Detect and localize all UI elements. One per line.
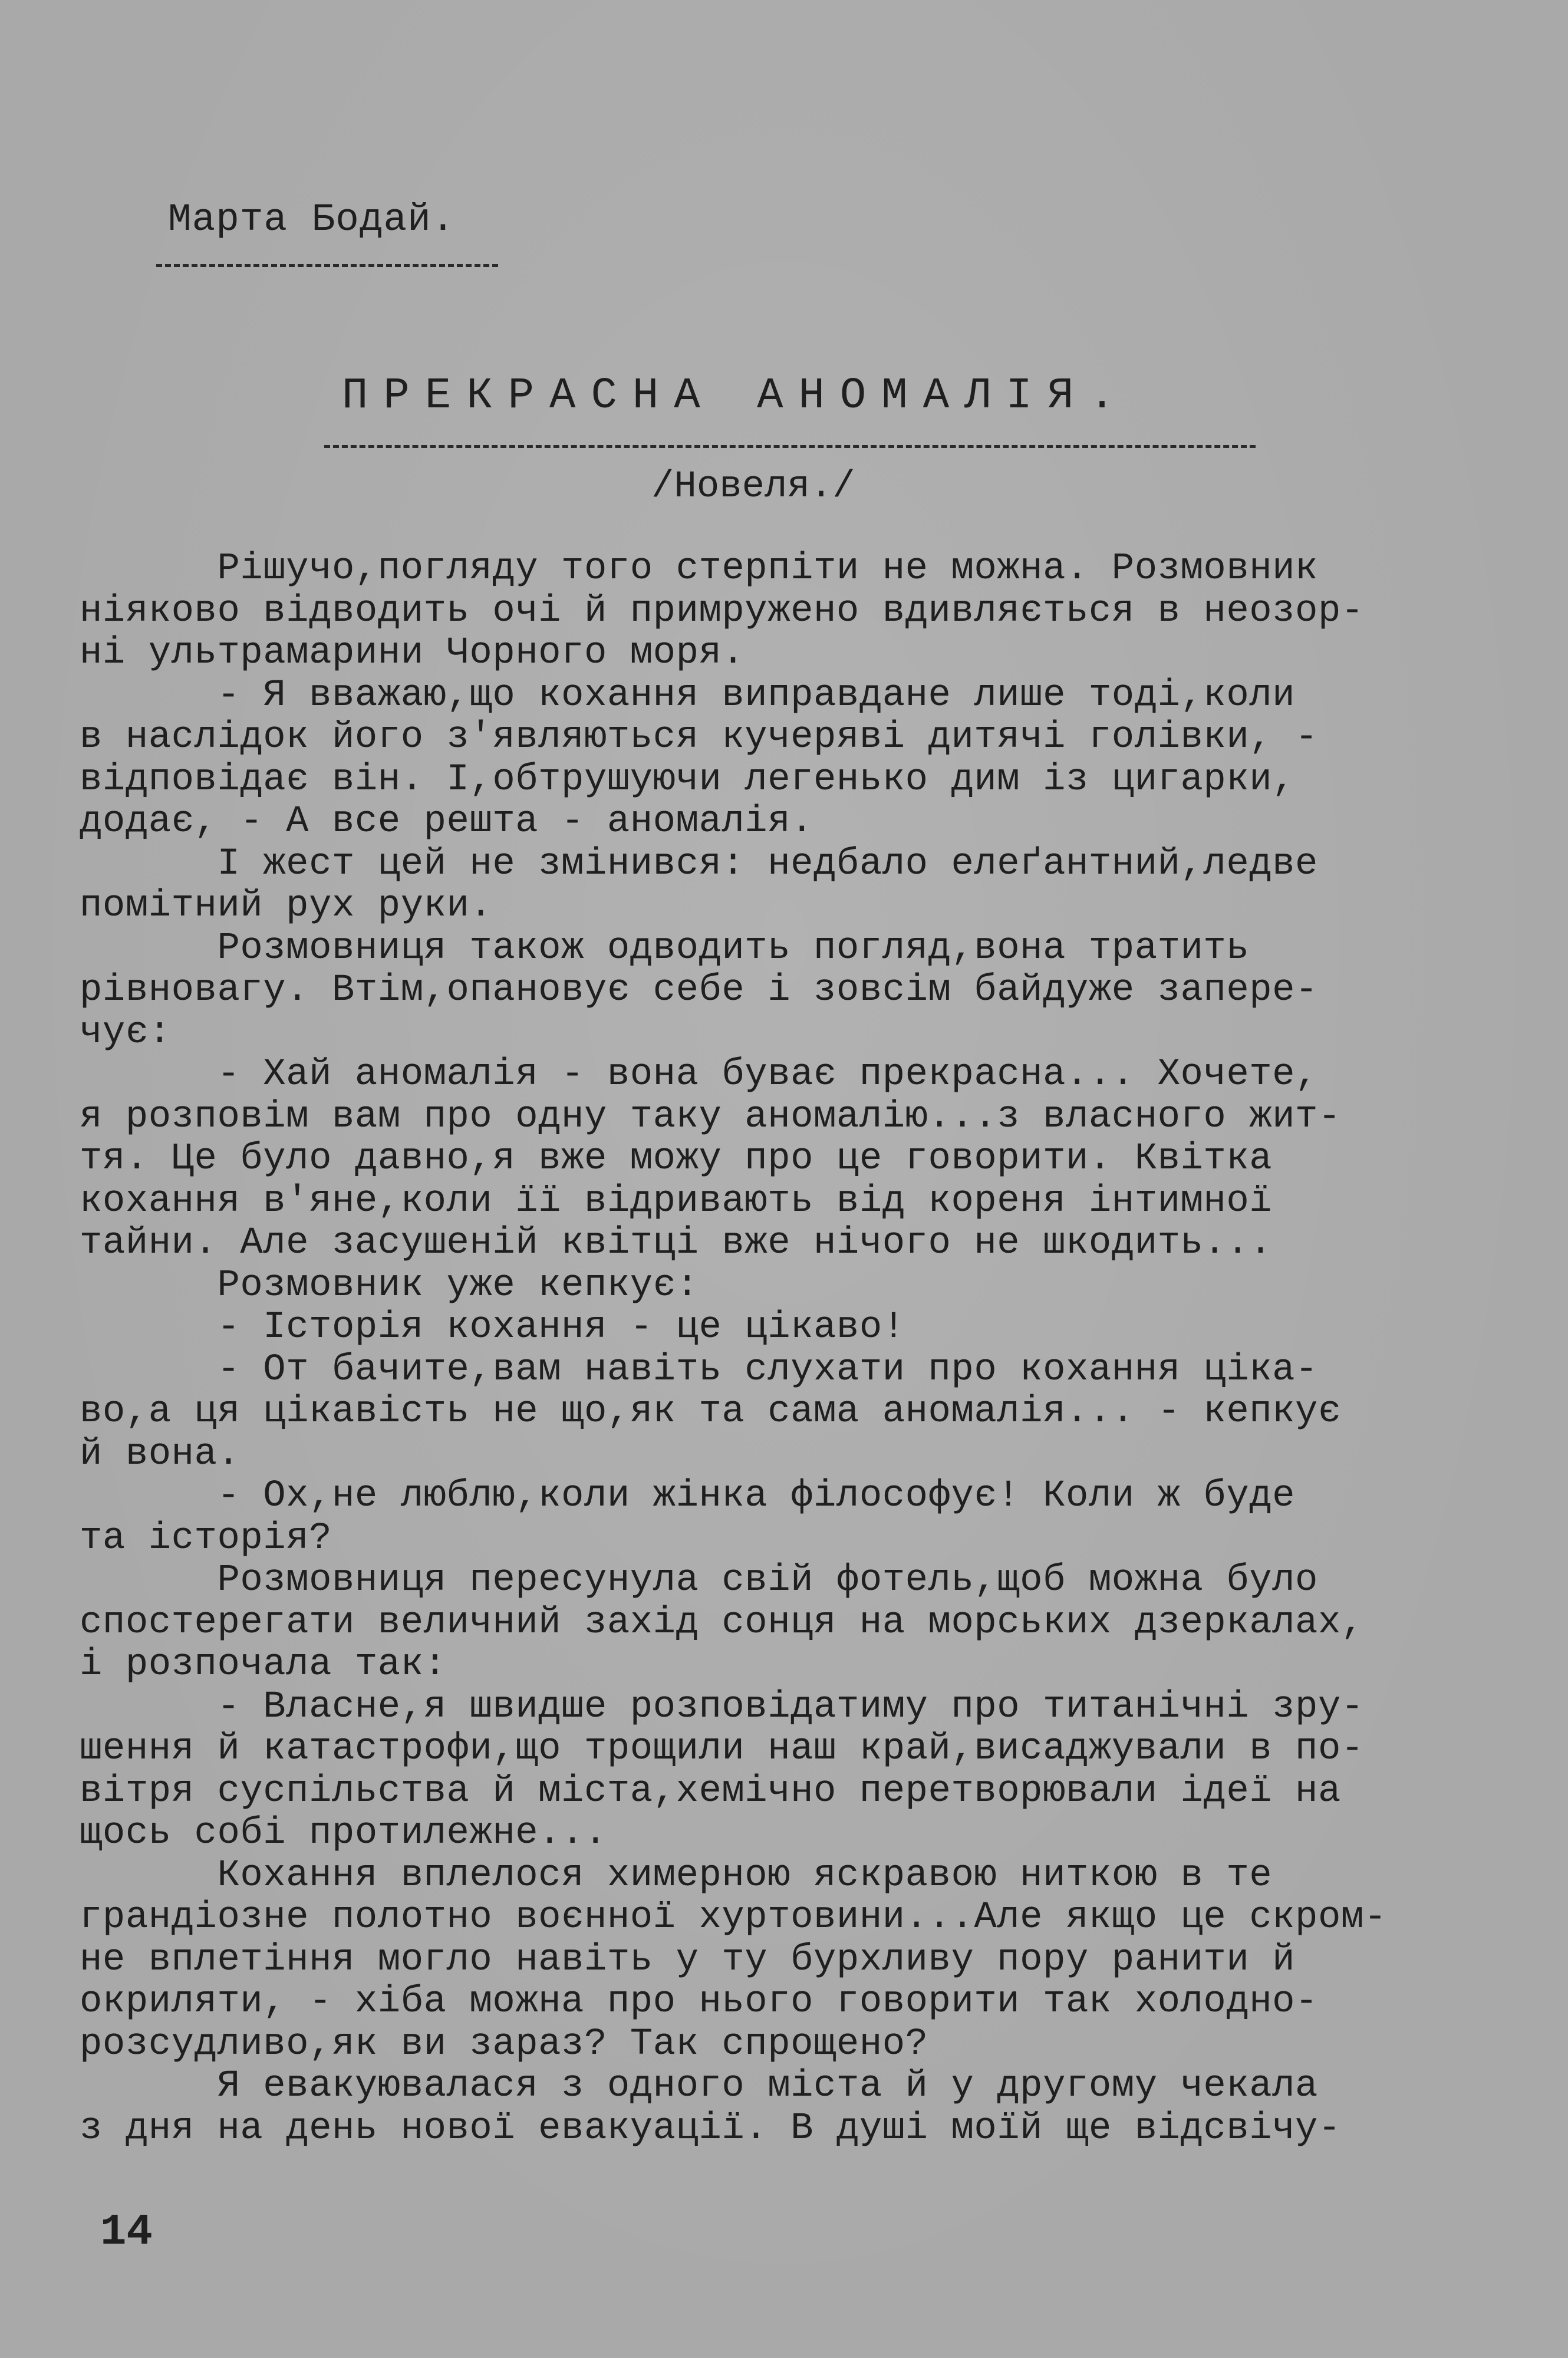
text-line: - Власне,я швидше розповідатиму про титанічні зру- (80, 1685, 1364, 1728)
text-line: в наслідок його з'являються кучеряві дитячі голівки, - (80, 716, 1318, 759)
text-line: не вплетіння могло навіть у ту бурхливу пору ранити й (80, 1938, 1296, 1981)
text-line: спостерегати величний захід сонця на морських дзеркалах, (80, 1601, 1364, 1644)
text-line: Рішучо,погляду того стерпіти не можна. Розмовник (80, 548, 1318, 590)
text-line: тайни. Але засушеній квітці вже нічого не шкодить... (80, 1222, 1273, 1264)
text-line: Розмовниця пересунула свій фотель,щоб можна було (80, 1559, 1318, 1602)
text-line: я розповім вам про одну таку аномалію...з власного жит- (80, 1095, 1341, 1138)
story-text (80, 548, 1524, 2150)
text-line: - От бачите,вам навіть слухати про кохання ціка- (80, 1348, 1318, 1391)
text-line: Розмовник уже кепкує: (80, 1264, 699, 1307)
text-line: додає, - А все решта - аномалія. (80, 801, 813, 843)
title-underline (324, 445, 1256, 448)
author-underline (156, 264, 498, 267)
text-line: - Ох,не люблю,коли жінка філософує! Коли ж буде (80, 1475, 1296, 1517)
text-line: Я евакуювалася з одного міста й у другому чекала (80, 2065, 1318, 2107)
text-line: Розмовниця також одводить погляд,вона тратить (80, 927, 1250, 970)
story-genre: /Новеля./ (651, 466, 855, 508)
text-line: відповідає він. І,обтрушуючи легенько дим із цигарки, (80, 758, 1296, 801)
text-line: кохання в'яне,коли її відривають від кореня інтимної (80, 1180, 1273, 1223)
text-line: Кохання вплелося химерною яскравою ниткою в те (80, 1854, 1273, 1897)
text-line: з дня на день нової евакуації. В душі моїй ще відсвічу- (80, 2107, 1341, 2150)
text-line: розсудливо,як ви зараз? Так спрощено? (80, 2023, 928, 2066)
text-line: ні ультрамарини Чорного моря. (80, 632, 745, 674)
text-line: І жест цей не змінився: недбало елеґантний,ледве (80, 842, 1318, 885)
text-line: і розпочала так: (80, 1644, 447, 1686)
text-line: рівновагу. Втім,опановує себе і зовсім байдуже запере- (80, 969, 1318, 1012)
text-line: та історія? (80, 1517, 332, 1560)
text-line: чує: (80, 1011, 172, 1054)
text-line: - Хай аномалія - вона буває прекрасна... Хочете, (80, 1053, 1318, 1096)
text-line: шення й катастрофи,що трощили наш край,висаджували в по- (80, 1728, 1364, 1770)
story-title: ПРЕКРАСНА АНОМАЛІЯ. (342, 371, 1131, 421)
text-line: - Історія кохання - це цікаво! (80, 1306, 905, 1349)
text-line: щось собі протилежне... (80, 1812, 607, 1855)
text-line: вітря суспільства й міста,хемічно перетворювали ідеї на (80, 1770, 1341, 1813)
text-line: во,а ця цікавість не що,як та сама аномалія... - кепкує (80, 1391, 1341, 1433)
text-line: й вона. (80, 1432, 241, 1476)
author-name: Марта Бодай. (168, 197, 456, 242)
text-line: ніяково відводить очі й примружено вдивляється в неозор- (80, 590, 1364, 633)
text-line: - Я вважаю,що кохання виправдане лише тоді,коли (80, 674, 1296, 717)
text-line: окриляти, - хіба можна про нього говорити так холодно- (80, 1981, 1318, 2023)
text-line: помітний рух руки. (80, 885, 493, 927)
text-line: грандіозне полотно воєнної хуртовини...Але якщо це скром- (80, 1896, 1387, 1939)
text-line: тя. Це було давно,я вже можу про це говорити. Квітка (80, 1138, 1273, 1180)
page-number: 14 (100, 2208, 153, 2257)
